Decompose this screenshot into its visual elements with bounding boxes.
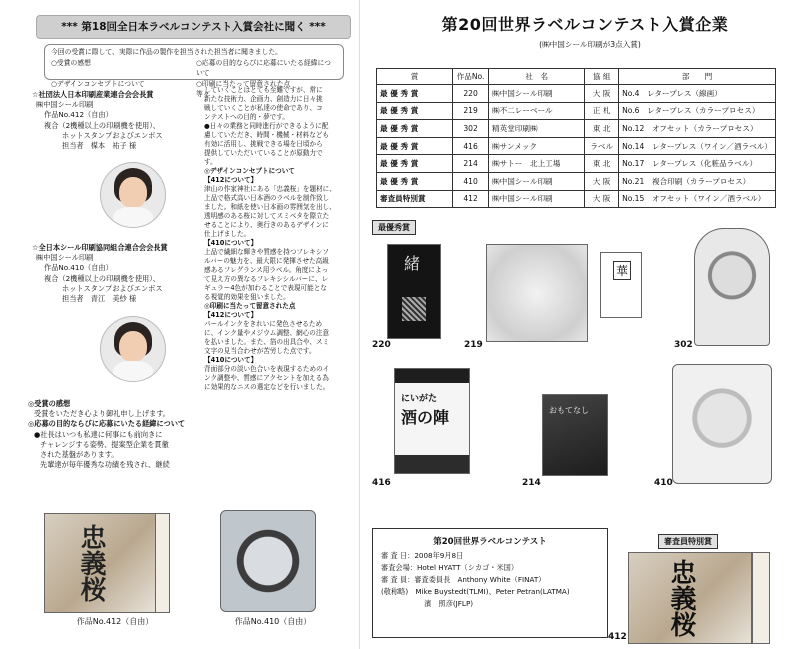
col2-line: 【412について】 [204, 176, 258, 184]
col2-line: ギュラー4色が加わることで表現可能とな [204, 284, 327, 292]
entry-company: ㈱中国シール印刷 [36, 253, 94, 263]
table-cell: ㈱中国シール印刷 [489, 85, 585, 103]
label-214-image [542, 394, 608, 476]
label-412-side [156, 513, 170, 613]
label-416-image [394, 368, 470, 474]
col2-line: に、インク量やメジウム調整、網心の注意 [204, 329, 330, 337]
col-header: 作品No. [453, 69, 489, 85]
table-cell: 最 優 秀 賞 [377, 102, 453, 120]
entry-company: ㈱中国シール印刷 [36, 100, 94, 110]
label-412-right-image [628, 552, 752, 644]
table-cell: 412 [453, 190, 489, 208]
col2-line: 仕上げました。 [204, 230, 251, 238]
q1-body: 受賞をいただき心より御礼申し上げます。 [34, 409, 170, 419]
q2-title: ◎応募の目的ならびに応募にいたる経緯について [28, 419, 186, 429]
q2-line: 先輩達が毎年優秀な功績を残され、継続 [40, 460, 170, 470]
label-416-text-b: 酒の陣 [401, 408, 450, 427]
photo-aoe [100, 316, 166, 382]
q1-title: ◎受賞の感想 [28, 399, 71, 408]
intro-item: ○応募の目的ならびに応募にいたる経緯について [196, 58, 331, 77]
table-cell: No.4 レタープレス（線画） [619, 85, 776, 103]
label-220-number: 220 [372, 340, 391, 350]
col2-line: 津山の作家神社にある「忠義桜」を題材に、 [204, 185, 336, 193]
label-416-number: 416 [372, 478, 391, 488]
label-219-image [486, 244, 588, 342]
table-cell: 416 [453, 137, 489, 155]
label-412-number: 412 [608, 632, 627, 642]
table-cell: No.21 複合印刷（カラープロセス） [619, 172, 776, 190]
col2-line: 【410について】 [204, 239, 258, 247]
right-title: 第20回世界ラベルコンテスト入賞企業 [441, 15, 729, 34]
table-cell: 東 北 [585, 120, 619, 138]
col2-line: ●日々の業務と同時進行ができるように配 [204, 122, 329, 130]
entry-person: 担当者 楳本 祐子 様 [62, 141, 137, 151]
col2-line: ました。和紙を使い日本画の雰囲気を出し、 [204, 203, 336, 211]
col-header: 部 門 [619, 69, 776, 85]
right-subtitle: (㈱中国シール印刷が3点入賞) [539, 40, 641, 49]
table-row [377, 137, 776, 155]
table-cell: 最 優 秀 賞 [377, 172, 453, 190]
entry-org: ☆社団法人日本印刷産業連合会会長賞 [32, 90, 154, 99]
table-cell: 大 阪 [585, 85, 619, 103]
col2-line: を払いました。また、箔の出具合や、スミ [204, 338, 330, 346]
label-410-image [220, 510, 316, 612]
col2-line: 【412について】 [204, 311, 258, 319]
col2-line: ルバーの魅力を、最大限に発揮させた高級 [204, 257, 329, 265]
label-412-image [44, 513, 156, 613]
qa-col2 [204, 86, 354, 392]
intro-item: ○受賞の感想 [51, 58, 91, 67]
table-cell: ラベル [585, 137, 619, 155]
label-410-number: 410 [654, 478, 673, 488]
label-302-number: 302 [674, 340, 693, 350]
label-416-text-a: にいがた [401, 394, 438, 404]
table-cell: 最 優 秀 賞 [377, 85, 453, 103]
label-412-right-text: 忠義桜 [666, 559, 696, 637]
table-cell: 東 北 [585, 155, 619, 173]
table-row [377, 190, 776, 208]
table-cell: 220 [453, 85, 489, 103]
label-412-right-side [752, 552, 770, 644]
left-header: *** 第18回全日本ラベルコンテスト入賞会社に聞く *** [36, 15, 351, 39]
col2-line: 上品で格式高い日本酒のラベルを制作致し [204, 194, 330, 202]
col2-line: て見え方の異なるフレキシシルバーに、レ [204, 275, 329, 283]
awards-table [376, 68, 776, 208]
q2-line: された基盤があります。 [40, 450, 119, 460]
table-cell: 大 阪 [585, 190, 619, 208]
contest-info-row: 審 査 日：2008年9月8日 [381, 551, 464, 560]
entry-method: ホットスタンプおよびエンボス [62, 283, 163, 293]
entry-person: 担当者 青江 美紗 様 [62, 294, 137, 304]
col2-line: る視覚的効果を狙いました。 [204, 293, 290, 301]
table-cell: ㈱中国シール印刷 [489, 172, 585, 190]
table-row [377, 102, 776, 120]
entry-work: 作品No.412（自由） [44, 110, 113, 120]
col2-line: ◎デザインコンセプトについて [204, 167, 295, 175]
col2-line: せることにより、奥行きのあるデザインに [204, 221, 329, 229]
entry-method: ホットスタンプおよびエンボス [62, 130, 163, 140]
col2-line: 背面部分の淡い色合いを表現するためのイ [204, 365, 330, 373]
col2-line: 新たな技術力、企画力、創造力に日々挑 [204, 95, 323, 103]
label-220-text: 緒 [404, 254, 421, 273]
tag-top-prize: 最優秀賞 [372, 220, 416, 235]
table-cell: 214 [453, 155, 489, 173]
table-cell: 最 優 秀 賞 [377, 137, 453, 155]
q2-line: チャレンジする姿勢、提案型企業を貫徹 [40, 439, 169, 449]
table-cell: 精英堂印刷㈱ [489, 120, 585, 138]
col2-line: ンテストへの目的・夢です。 [204, 113, 289, 121]
table-cell: 審査員特別賞 [377, 190, 453, 208]
table-cell: ㈱中国シール印刷 [489, 190, 585, 208]
table-cell: 最 優 秀 賞 [377, 120, 453, 138]
label-410-right-image [672, 364, 772, 484]
contest-info-row: 審査会場：Hotel HYATT（シカゴ・米国） [381, 563, 519, 572]
label-220-image [387, 244, 441, 339]
label-302-image [600, 252, 642, 318]
col2-line: 上品で繊細な輝きや質感を持つフレキシソ [204, 248, 329, 256]
contest-info-row: 審 査 員：審査委員長 Anthony White（FINAT） [381, 575, 546, 584]
q2-line: ●社長はいつも私達に何事にも前向きに [34, 429, 163, 439]
col2-line: 【410について】 [204, 356, 258, 364]
label-219-number: 219 [464, 340, 483, 350]
page-divider [359, 0, 360, 649]
entry-410 [32, 243, 212, 304]
col-header: 協 組 [585, 69, 619, 85]
table-row [377, 85, 776, 103]
table-cell: No.6 レタープレス（カラープロセス） [619, 102, 776, 120]
col2-line: 感あるフレグランス用ラベル。角度によっ [204, 266, 329, 274]
col-header: 賞 [377, 69, 453, 85]
entry-412 [32, 90, 207, 151]
entry-method: 複合（2機種以上の印刷機を使用）、 [44, 273, 160, 283]
table-cell: 大 阪 [585, 172, 619, 190]
label-412-text: 忠義桜 [76, 524, 106, 602]
col2-line: していくことはとても至難ですが、常に [204, 86, 323, 94]
entry-work: 作品No.410（自由） [44, 263, 113, 273]
col2-line: ンク調整や、質感にアクセントを加える為 [204, 374, 329, 382]
label-302-text: 華 [613, 261, 631, 280]
col2-line: 透明感のある桜に対してスミベタを際立た [204, 212, 330, 220]
label-302-ornate [694, 228, 770, 346]
table-cell: No.17 レタープレス（化粧品ラベル） [619, 155, 776, 173]
table-cell: 219 [453, 102, 489, 120]
intro-item: ○印刷に当たって留意された点 等々 [196, 79, 325, 98]
col2-line: 文字の見当合わせが苦労した点です。 [204, 347, 316, 355]
caption-410: 作品No.410（自由） [234, 617, 312, 626]
intro-item: ○デザインコンセプトについて [51, 79, 145, 88]
table-cell: ㈱不二レーベール [489, 102, 585, 120]
caption-412: 作品No.412（自由） [76, 617, 154, 626]
table-row [377, 155, 776, 173]
contest-info-row: 濱 照彦(JFLP) [381, 599, 474, 608]
table-cell: No.12 オフセット（カラープロセス） [619, 120, 776, 138]
intro-lead: 今回の受賞に際して、実際に作品の製作を担当された担当者に聞きました。 [51, 48, 282, 56]
contest-info-row: (敬称略) Mike Buystedt(TLMI)、Peter Petran(LATMA) [381, 587, 570, 596]
col2-line: パールインクをきれいに発色させるため [204, 320, 323, 328]
label-214-number: 214 [522, 478, 541, 488]
col2-line: 提供していただいていることが原動力で [204, 149, 323, 157]
qa-col1 [28, 399, 206, 470]
table-cell: ㈱サンメック [489, 137, 585, 155]
col-header: 社 名 [489, 69, 585, 85]
photo-umemoto [100, 162, 166, 228]
table-cell: 302 [453, 120, 489, 138]
table-cell: 正 札 [585, 102, 619, 120]
col2-line: 有効に活用し、挑戦できる場を日頃から [204, 140, 323, 148]
entry-method: 複合（2機種以上の印刷機を使用）、 [44, 120, 160, 130]
table-cell: 最 優 秀 賞 [377, 155, 453, 173]
table-row [377, 172, 776, 190]
contest-info-box [372, 528, 608, 638]
col2-line: 戦していくことが私達の使命であり、コ [204, 104, 323, 112]
label-214-text: おもてなし [549, 406, 589, 415]
table-cell: ㈱サトー 北上工場 [489, 155, 585, 173]
tag-special-prize: 審査員特別賞 [658, 534, 718, 549]
table-cell: No.15 オフセット（ワイン／酒ラベル） [619, 190, 776, 208]
entry-org: ☆全日本シール印刷協同組合連合会会長賞 [32, 243, 168, 252]
table-header-row [377, 69, 776, 85]
table-cell: No.14 レタープレス（ワイン／酒ラベル） [619, 137, 776, 155]
col2-line: に効果的なニスの選定などを行いました。 [204, 383, 330, 391]
table-row [377, 120, 776, 138]
table-cell: 410 [453, 172, 489, 190]
col2-line: 慮していただき、時間・機械・材料なども [204, 131, 330, 139]
contest-info-title: 第20回世界ラベルコンテスト [433, 537, 547, 547]
col2-line: す。 [204, 158, 217, 166]
col2-line: ◎印刷に当たって留意された点 [204, 302, 296, 310]
